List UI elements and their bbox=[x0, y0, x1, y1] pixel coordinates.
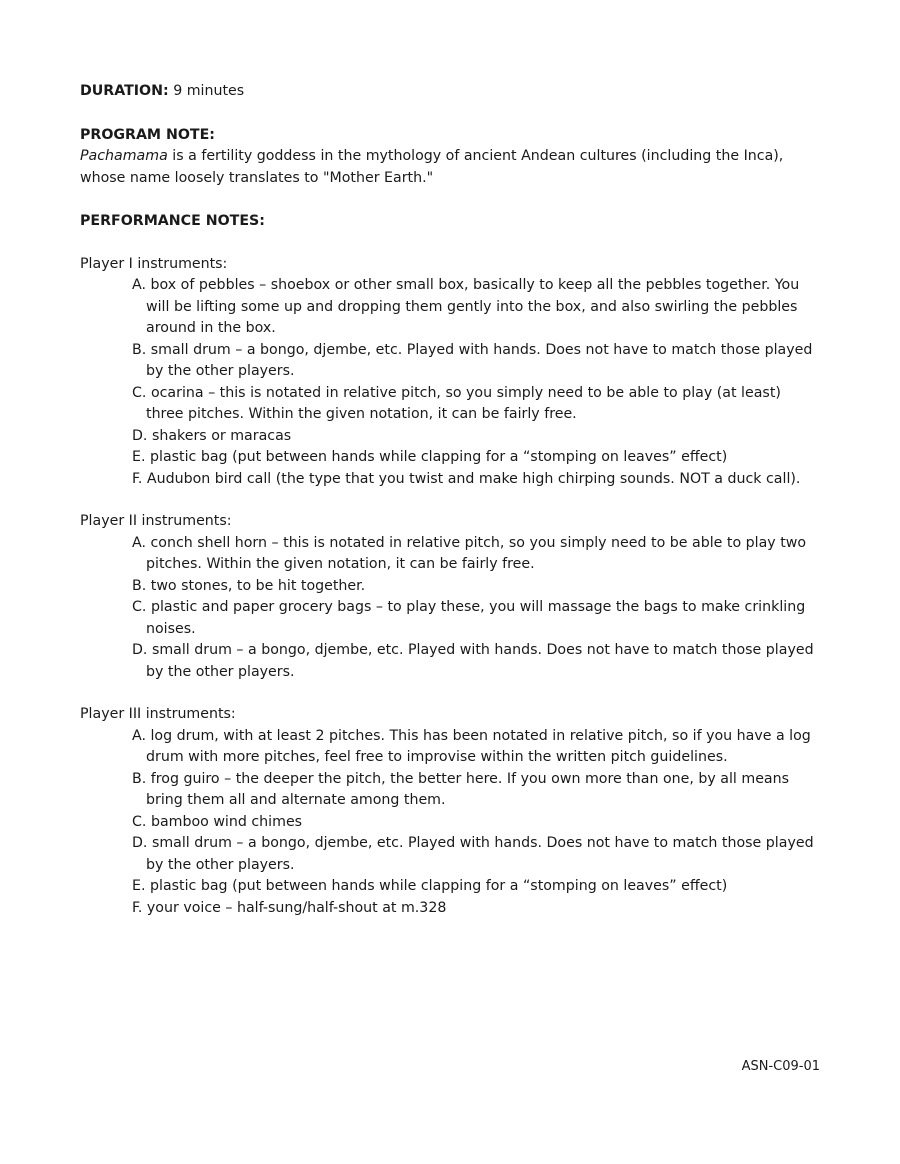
list-item bbox=[132, 640, 820, 683]
player-1-title: Player I instruments: bbox=[80, 255, 228, 272]
item-letter: A. bbox=[132, 277, 146, 293]
item-letter: B. bbox=[132, 770, 147, 787]
item-letter: D. bbox=[132, 427, 148, 444]
performance-notes-heading: PERFORMANCE NOTES: bbox=[80, 213, 265, 229]
list-item bbox=[132, 340, 820, 383]
list-item bbox=[132, 898, 820, 920]
list-item bbox=[132, 833, 820, 876]
item-letter: C. bbox=[132, 599, 147, 615]
item-letter: D. bbox=[132, 835, 148, 851]
player-2-title: Player II instruments: bbox=[80, 513, 232, 529]
duration-line bbox=[80, 81, 820, 103]
item-text: shakers or maracas bbox=[151, 427, 292, 444]
item-text: two stones, to be hit together. bbox=[150, 577, 366, 594]
item-text: bamboo wind chimes bbox=[150, 813, 303, 830]
item-text: conch shell horn – this is notated in relative pitch, so you simply need to be able to play two pitches. Within the given notation, it can be fairly free. bbox=[146, 534, 807, 572]
item-letter: F. bbox=[132, 899, 143, 916]
item-letter: C. bbox=[132, 384, 147, 401]
item-text: frog guiro – the deeper the pitch, the better here. If you own more than one, by all means bring them all and alternate among them. bbox=[146, 770, 790, 808]
document-code: ASN-C09-01 bbox=[741, 1059, 820, 1074]
player-3-title: Player III instruments: bbox=[80, 706, 236, 722]
duration-value: 9 minutes bbox=[173, 83, 245, 99]
item-text: plastic bag (put between hands while clapping for a “stomping on leaves” effect) bbox=[150, 878, 728, 894]
player-1-instrument-list bbox=[80, 275, 820, 490]
piece-title: Pachamama bbox=[80, 148, 168, 164]
item-text: plastic and paper grocery bags – to play these, you will massage the bags to make crinkling noises. bbox=[146, 599, 806, 637]
list-item bbox=[132, 576, 820, 598]
item-letter: A. bbox=[132, 727, 146, 744]
program-note-heading: PROGRAM NOTE: bbox=[80, 126, 215, 143]
list-item bbox=[132, 447, 820, 469]
list-item bbox=[132, 383, 820, 426]
list-item bbox=[132, 812, 820, 834]
item-letter: E. bbox=[132, 878, 146, 894]
list-item bbox=[132, 769, 820, 812]
item-text: ocarina – this is notated in relative pitch, so you simply need to be able to play (at least) three pitches. Within the given notation, it can be fairly free. bbox=[146, 384, 781, 422]
item-text: small drum – a bongo, djembe, etc. Played with hands. Does not have to match those played by the other players. bbox=[146, 341, 813, 379]
list-item bbox=[132, 726, 820, 769]
item-letter: F. bbox=[132, 470, 143, 487]
duration-label: DURATION: bbox=[80, 83, 169, 99]
list-item bbox=[132, 426, 820, 448]
item-text: your voice – half-sung/half-shout at m.328 bbox=[146, 899, 447, 916]
list-item bbox=[132, 275, 820, 340]
list-item bbox=[132, 469, 820, 491]
list-item bbox=[132, 876, 820, 898]
item-text: Audubon bird call (the type that you twist and make high chirping sounds. NOT a duck call). bbox=[146, 470, 801, 487]
item-text: small drum – a bongo, djembe, etc. Played with hands. Does not have to match those played by the other players. bbox=[146, 835, 814, 873]
player-3-instrument-list bbox=[80, 726, 820, 920]
item-letter: B. bbox=[132, 577, 147, 594]
item-text: box of pebbles – shoebox or other small box, basically to keep all the pebbles together. You will be lifting some up and dropping them gently into the box, and also swirling the pebbles around in the box. bbox=[146, 277, 800, 336]
program-note-body: is a fertility goddess in the mythology of ancient Andean cultures (including the Inca), whose name loosely translates to "Mother Earth." bbox=[80, 148, 784, 186]
item-text: log drum, with at least 2 pitches. This has been notated in relative pitch, so if you have a log drum with more pitches, feel free to improvise within the written pitch guidelines. bbox=[146, 727, 811, 765]
item-text: plastic bag (put between hands while clapping for a “stomping on leaves” effect) bbox=[150, 449, 728, 465]
item-letter: A. bbox=[132, 534, 146, 551]
list-item bbox=[132, 533, 820, 576]
item-letter: B. bbox=[132, 341, 147, 358]
item-letter: E. bbox=[132, 449, 146, 465]
document-page bbox=[80, 81, 820, 919]
player-2-instrument-list bbox=[80, 533, 820, 684]
item-letter: C. bbox=[132, 813, 147, 830]
item-letter: D. bbox=[132, 642, 148, 658]
item-text: small drum – a bongo, djembe, etc. Played with hands. Does not have to match those played by the other players. bbox=[146, 642, 814, 680]
program-note-text bbox=[80, 146, 820, 189]
list-item bbox=[132, 597, 820, 640]
